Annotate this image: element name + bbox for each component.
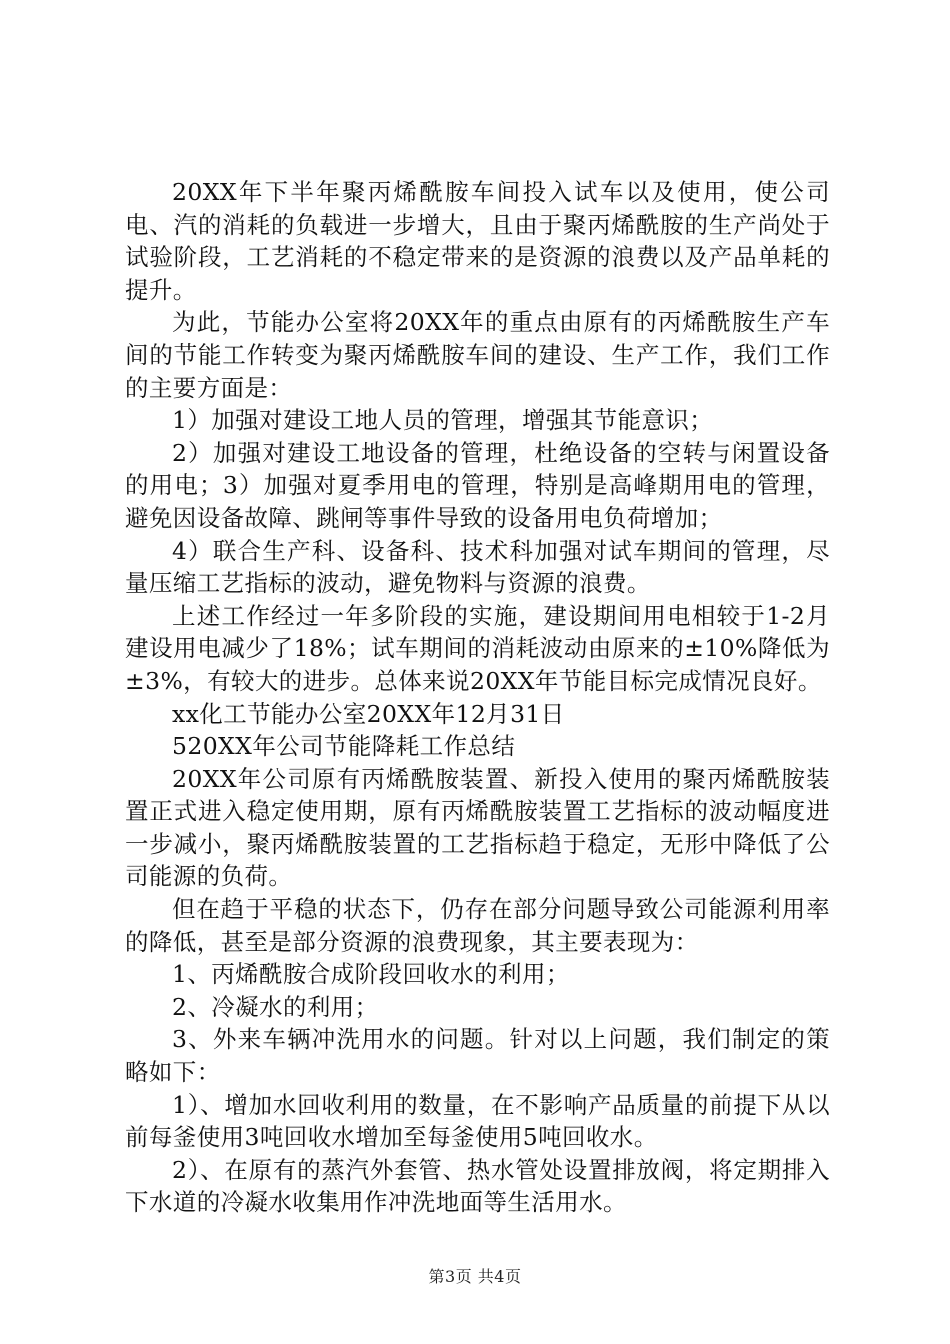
paragraph-8: 但在趋于平稳的状态下，仍存在部分问题导致公司能源利用率的降低，甚至是部分资源的浪费现象，其主要表现为： bbox=[125, 895, 830, 956]
section-title: 520XX年公司节能降耗工作总结 bbox=[172, 732, 516, 761]
strategy-item-2: 2）、在原有的蒸汽外套管、热水管处设置排放阀，将定期排入下水道的冷凝水收集用作冲洗地面等生活用水。 bbox=[125, 1155, 830, 1217]
signature-line: xx化工节能办公室20XX年12月31日 bbox=[172, 699, 565, 728]
strategy-item-1: 1）、增加水回收利用的数量，在不影响产品质量的前提下从以前每釜使用3吨回收水增加至每釜使用5吨回收水。 bbox=[125, 1090, 830, 1152]
paragraph-5: 4）联合生产科、设备科、技术科加强对试车期间的管理，尽量压缩工艺指标的波动，避免物料与资源的浪费。 bbox=[125, 536, 830, 598]
paragraph-1: 20XX年下半年聚丙烯酰胺车间投入试车以及使用，使公司电、汽的消耗的负载进一步增大，且由于聚丙烯酰胺的生产尚处于试验阶段，工艺消耗的不稳定带来的是资源的浪费以及产品单耗的提升。 bbox=[125, 178, 830, 304]
list-item-3: 3、外来车辆冲洗用水的问题。针对以上问题，我们制定的策略如下： bbox=[125, 1025, 830, 1087]
paragraph-3: 1）加强对建设工地人员的管理，增强其节能意识； bbox=[172, 406, 714, 435]
list-item-1: 1、丙烯酰胺合成阶段回收水的利用； bbox=[172, 960, 570, 989]
paragraph-7: 20XX年公司原有丙烯酰胺装置、新投入使用的聚丙烯酰胺装置正式进入稳定使用期，原有丙烯酰胺装置工艺指标的波动幅度进一步减小，聚丙烯酰胺装置的工艺指标趋于稳定，无形中降低了公司能源的负荷。 bbox=[125, 764, 830, 891]
list-item-2: 2、冷凝水的利用； bbox=[172, 992, 379, 1021]
page-footer: 第3页 共4页 bbox=[428, 1267, 522, 1286]
paragraph-2: 为此，节能办公室将20XX年的重点由原有的丙烯酰胺生产车间的节能工作转变为聚丙烯酰胺车间的建设、生产工作，我们工作的主要方面是： bbox=[125, 308, 830, 402]
paragraph-4: 2）加强对建设工地设备的管理，杜绝设备的空转与闲置设备的用电；3）加强对夏季用电的管理，特别是高峰期用电的管理，避免因设备故障、跳闸等事件导致的设备用电负荷增加； bbox=[125, 438, 830, 532]
document-body bbox=[125, 176, 830, 1219]
paragraph-6: 上述工作经过一年多阶段的实施，建设期间用电相较于1-2月建设用电减少了18%；试车期间的消耗波动由原来的±10%降低为±3%，有较大的进步。总体来说20XX年节能目标完成情况良好。 bbox=[125, 601, 830, 695]
